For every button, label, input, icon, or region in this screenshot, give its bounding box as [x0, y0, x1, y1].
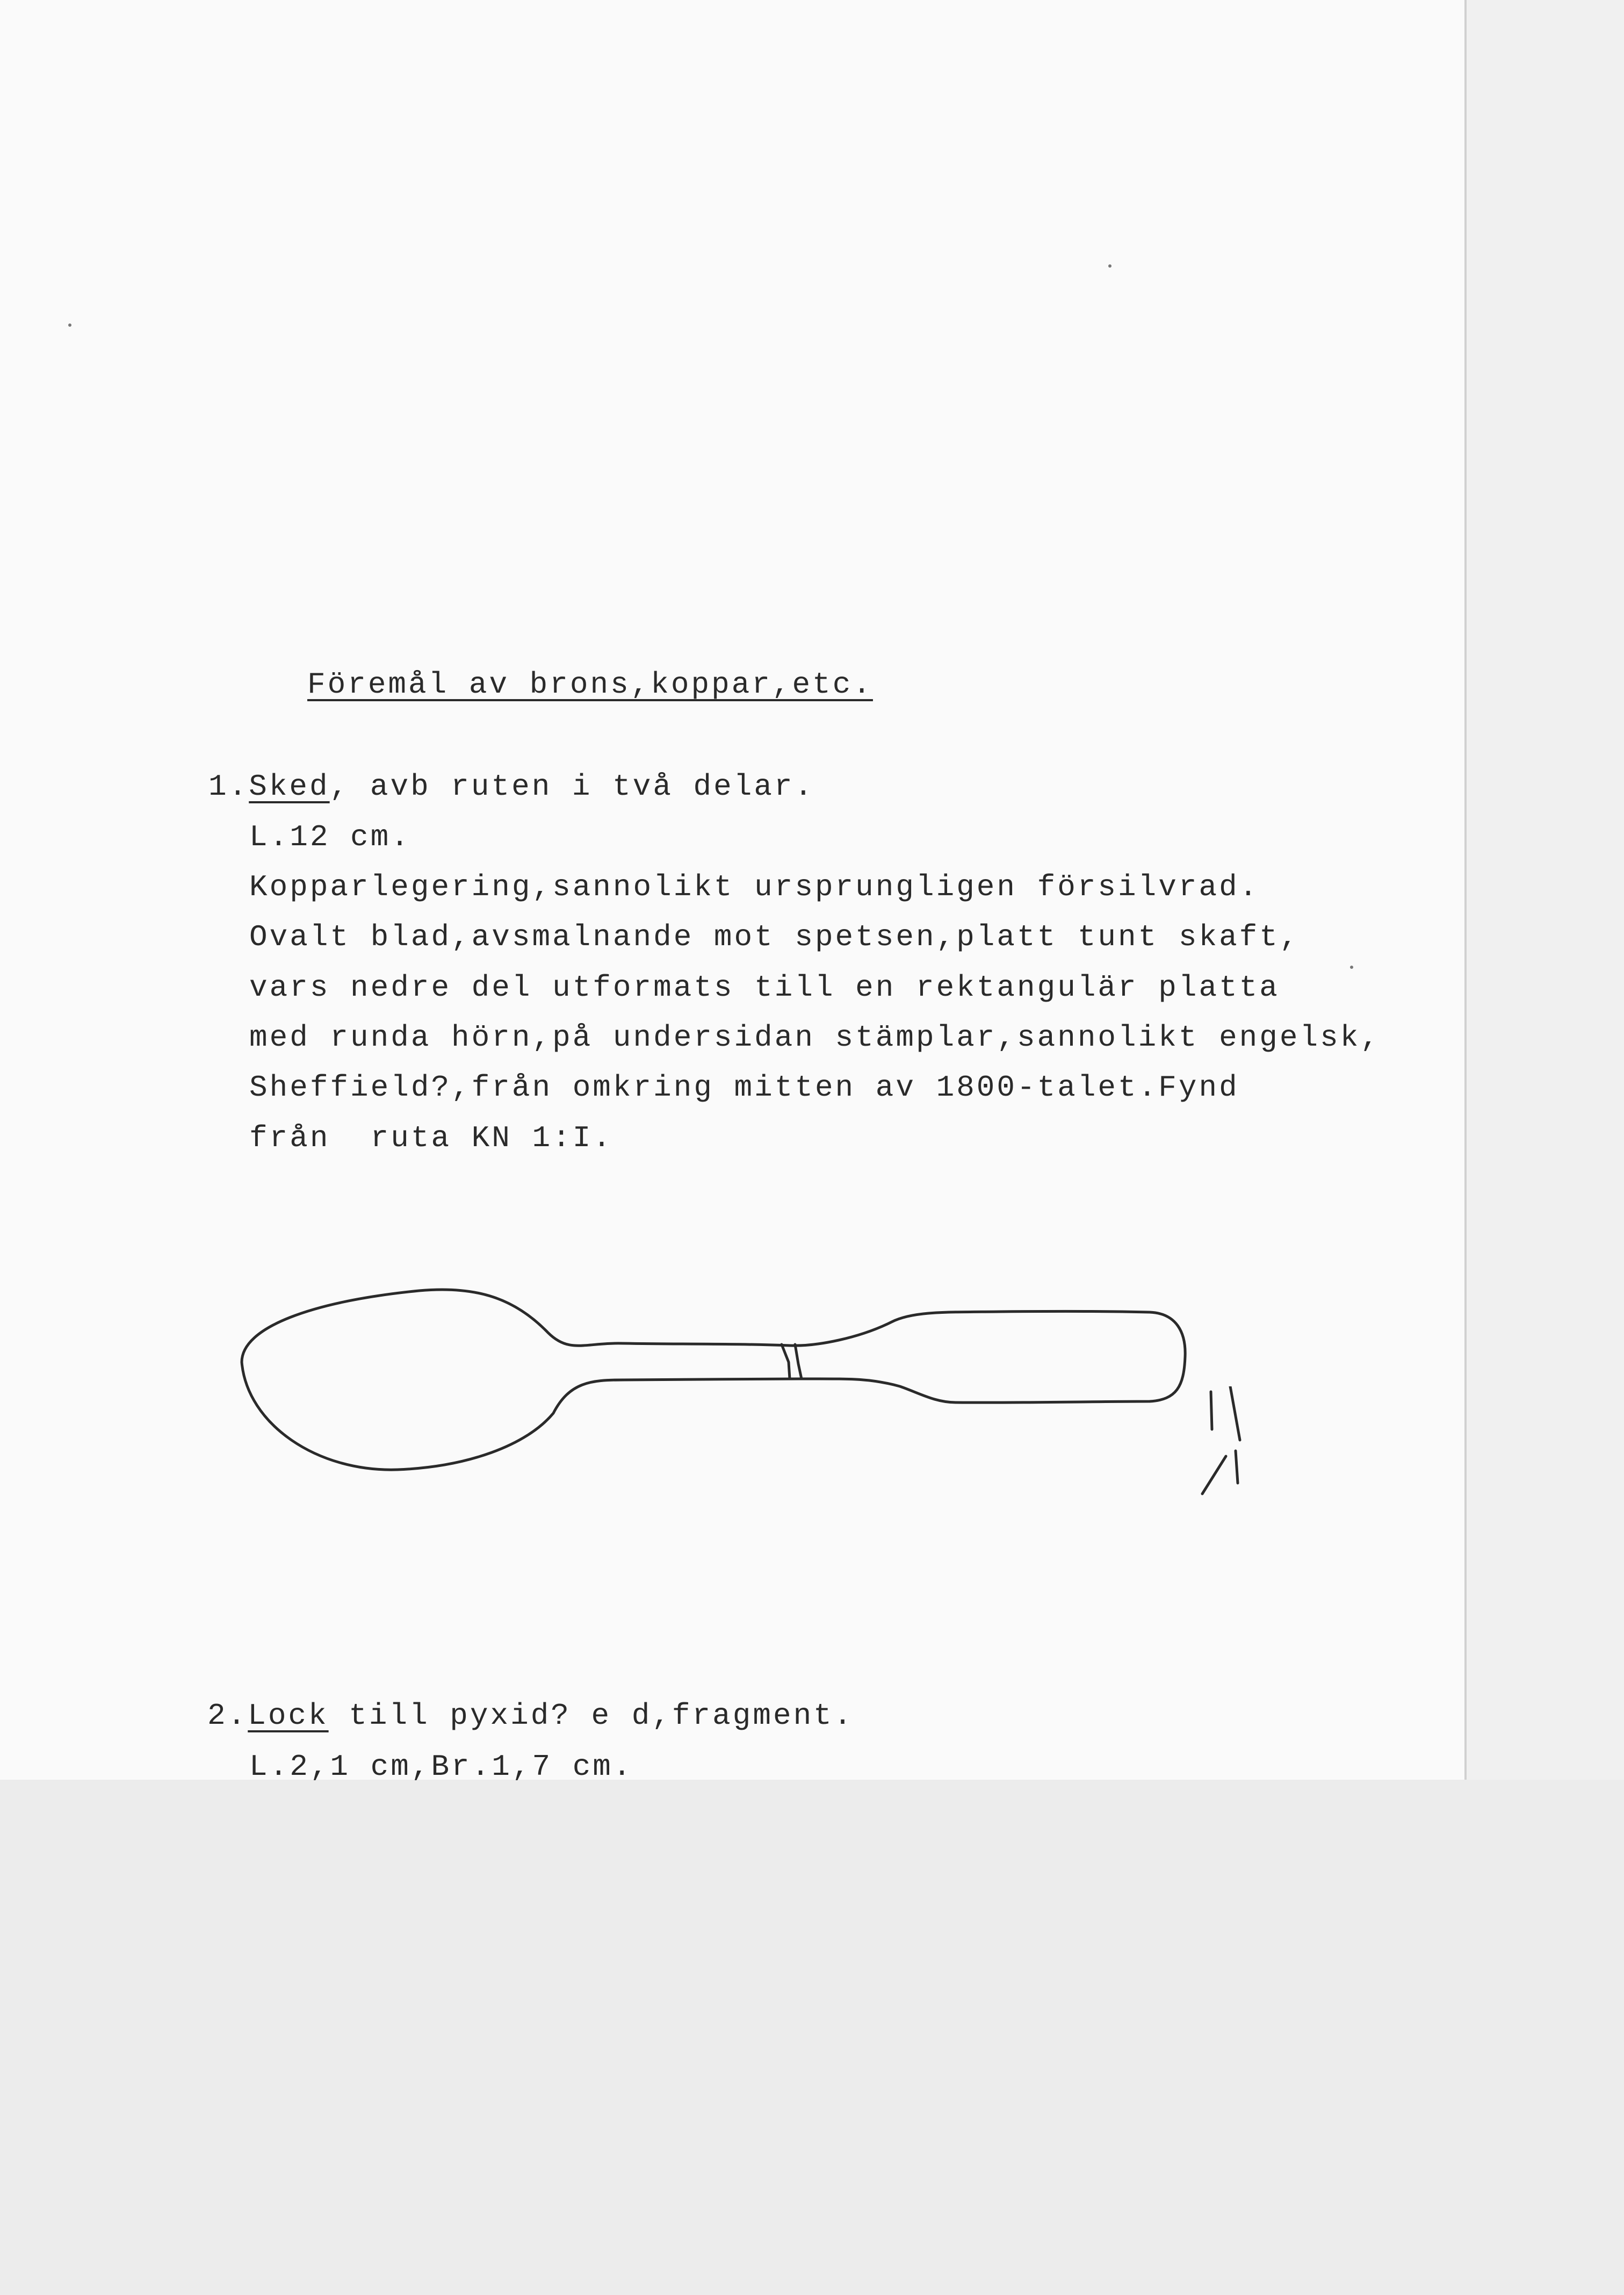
spoon-drawing	[236, 1252, 1198, 1488]
page-edge	[1464, 0, 1467, 1780]
item-1-line: Kopparlegering,sannolikt ursprungligen försilvrad.	[249, 870, 1260, 904]
item-1-header	[208, 769, 814, 804]
item-1-line: L.12 cm.	[249, 820, 411, 854]
break-line	[795, 1344, 802, 1379]
item-2-header	[207, 1699, 854, 1733]
scale-mark	[1193, 1386, 1257, 1505]
break-line	[782, 1344, 790, 1379]
item-1-line: Ovalt blad,avsmalnande mot spetsen,platt tunt skaft,	[249, 920, 1300, 954]
item-1-line: Sheffield?,från omkring mitten av 1800-talet.Fynd	[249, 1070, 1239, 1105]
speck	[1108, 264, 1111, 268]
item-1-line: med runda hörn,på undersidan stämplar,sannolikt engelsk,	[249, 1020, 1381, 1055]
scan-background	[0, 1780, 1624, 2295]
speck	[68, 323, 71, 327]
speck	[1350, 966, 1353, 969]
item-2-title: Lock	[248, 1699, 329, 1733]
item-1-number: 1.	[208, 769, 249, 804]
item-2-line: till pyxid? e d,fragment.	[328, 1699, 854, 1733]
item-2-number: 2.	[207, 1699, 248, 1733]
item-1-line: vars nedre del utformats till en rektangulär platta	[249, 970, 1280, 1005]
item-1-title: Sked	[249, 769, 330, 804]
page-heading: Föremål av brons,koppar,etc.	[307, 667, 873, 702]
item-1-line: , avb ruten i två delar.	[329, 769, 815, 804]
item-2-line: L.2,1 cm,Br.1,7 cm.	[249, 1750, 633, 1784]
item-1-line: från ruta KN 1:I.	[249, 1121, 613, 1155]
spoon-outline	[242, 1290, 1185, 1470]
